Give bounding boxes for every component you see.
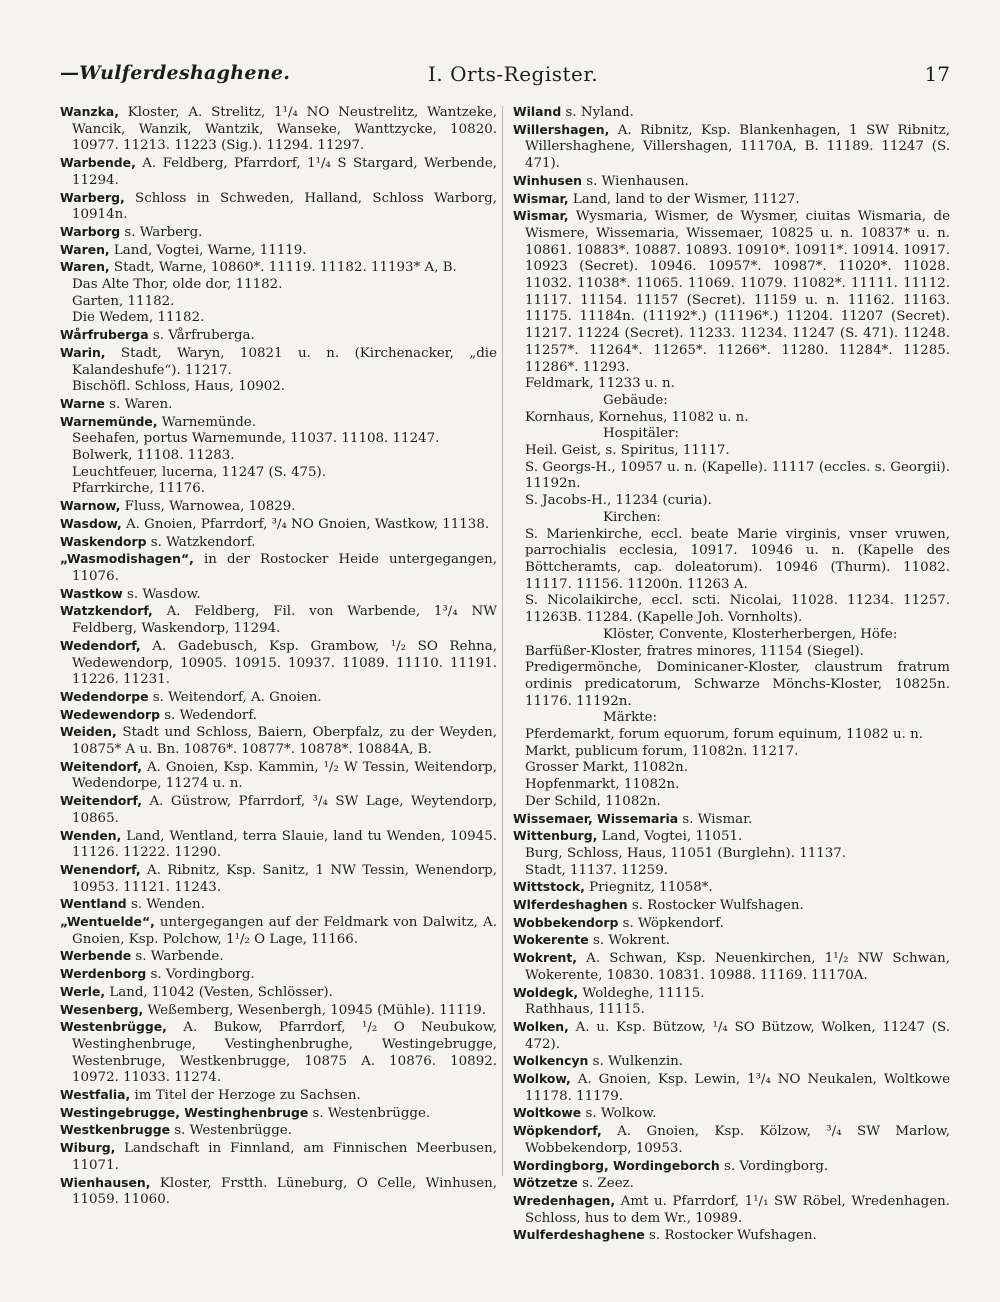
index-entry [513, 794, 950, 811]
index-entry [60, 224, 497, 242]
entry-text: Schloss in Schweden, Halland, Schloss Warborg, 10914n. [72, 190, 497, 223]
entry-text: Hopfenmarkt, 11082n. [525, 777, 680, 793]
entry-text: A. Gnoien, Ksp. Kölzow, ³/₄ SW Marlow, Wobbekendorp, 10953. [525, 1124, 950, 1156]
index-entry [60, 310, 497, 327]
entry-keyword: Wentland [60, 896, 127, 912]
index-entry [513, 122, 950, 173]
index-entry [60, 498, 497, 516]
index-entry [513, 1105, 950, 1123]
entry-text: S. Marienkirche, eccl. beate Marie virginis, vnser vruwen, parrochialis ecclesia, 10917. 10946 u. n. (Kapelle des Böttcheramts, cap. doleatorum). 10946 (Thurm). 11082. 11117. 11156. 11200n. 11263 A. [525, 526, 950, 592]
entry-text: Pferdemarkt, forum equorum, forum equinum, 11082 u. n. [525, 727, 924, 743]
index-entry [60, 534, 497, 552]
entry-text: S. Nicolaikirche, eccl. scti. Nicolai, 11028. 11234. 11257. 11263B. 11284. (Kapelle Joh. Vornholts). [525, 593, 950, 626]
entry-text: Burg, Schloss, Haus, 11051 (Burglehn). 11137. [525, 845, 847, 861]
entry-text: Kornhaus, Kornehus, 11082 u. n. [525, 409, 749, 425]
entry-text: s. Vordingborg. [719, 1158, 829, 1174]
entry-keyword: Wesenberg, [60, 1001, 144, 1017]
entry-text: Stadt, 11137. 11259. [525, 862, 668, 878]
entry-text: A. Schwan, Ksp. Neuenkirchen, 1¹/₂ NW Schwan, Wokerente, 10830. 10831. 10988. 11169. 11170A. [525, 951, 950, 983]
index-entry [60, 516, 497, 534]
index-entry [513, 1193, 950, 1227]
entry-text: in der Rostocker Heide untergegangen, 11076. [72, 552, 497, 584]
entry-text: A. Feldberg, Fil. von Warbende, 1³/₄ NW Feldberg, Waskendorp, 11294. [72, 604, 497, 637]
entry-keyword: Werle, [60, 983, 106, 999]
index-entry [513, 1019, 950, 1053]
entry-keyword: Wanzka, [60, 104, 119, 119]
index-entry [513, 593, 950, 626]
index-entry [60, 1122, 497, 1140]
entry-text: A. Gnoien, Ksp. Kammin, ¹/₂ W Tessin, Weitendorp, Wedendorpe, 11274 u. n. [72, 759, 497, 792]
entry-text: s. Weitendorf, A. Gnoien. [148, 689, 322, 705]
entry-text: s. Wismar. [678, 811, 753, 827]
entry-text: s. Wedendorf. [159, 707, 258, 723]
index-entry [513, 863, 950, 880]
entry-text: s. Zeez. [577, 1176, 634, 1192]
entry-text: s. Vårfruberga. [148, 328, 255, 344]
entry-text: Pfarrkirche, 11176. [72, 481, 205, 497]
index-entry [60, 379, 497, 396]
index-entry [513, 208, 950, 376]
index-entry [513, 1158, 950, 1176]
index-entry [60, 242, 497, 260]
index-entry [513, 1227, 950, 1245]
entry-text: Land, Vogtei, 11051. [597, 829, 743, 845]
running-head: —Wulferdeshaghene. [60, 62, 291, 84]
entry-text: s. Wokrent. [588, 933, 670, 949]
entry-text: s. Wolkow. [581, 1106, 657, 1122]
entry-keyword: Willershagen, [513, 121, 610, 137]
entry-keyword: Wöpkendorf, [513, 1123, 602, 1139]
entry-text: A. Gnoien, Ksp. Lewin, 1³/₄ NO Neukalen, Woltkowe 11178. 11179. [525, 1072, 950, 1104]
entry-keyword: Wittstock, [513, 879, 585, 895]
entry-text: Priegnitz, 11058*. [584, 880, 713, 896]
entry-keyword: Waren, [60, 241, 110, 257]
index-entry [60, 327, 497, 345]
index-entry [60, 1087, 497, 1105]
index-entry [60, 603, 497, 637]
entry-keyword: Wulferdeshaghene [513, 1227, 645, 1243]
entry-keyword: Wolkow, [513, 1071, 571, 1087]
entry-text: Das Alte Thor, olde dor, 11182. [72, 277, 283, 293]
entry-keyword: Waren, [60, 259, 110, 275]
index-entry [513, 644, 950, 661]
index-entry [513, 493, 950, 510]
entry-keyword: Wienhausen, [60, 1174, 151, 1190]
entry-text: Wysmaria, Wismer, de Wysmer, ciuitas Wismaria, de Wismere, Wissemaria, Wissemaer, 10825 u. n. 10837* u. n. 10861. 10883*. 10887. 10893. 10910*. 10911*. 10914. 10917. 10923 (Secret). 10946. 10957*. 10987*. 11020*. 11028. 11032. 11038*. 11065. 11069. 11079. 11082*. 11111. 11112. 11117. 11154. 11157 (Secret). 11159 u. n. 11162. 11163. 11175. 11184n. (11192*.) (11196*.) 11204. 11207 (Secret). 11217. 11224 (Secret). 11233. 11234. 11247 (S. 471). 11248. 11257*. 11264*. 11265*. 11266*. 11280. 11284*. 11285. 11286*. 11293. [525, 209, 950, 375]
entry-keyword: Weitendorf, [60, 758, 142, 774]
entry-keyword: Wötzetze [513, 1175, 578, 1191]
entry-text: A. Güstrow, Pfarrdorf, ³/₄ SW Lage, Weytendorp, 10865. [72, 794, 497, 826]
entry-keyword: Woltkowe [513, 1105, 582, 1121]
entry-keyword: „Wentuelde“, [60, 914, 155, 930]
entry-text: Die Wedem, 11182. [72, 310, 205, 326]
entry-text: Feldmark, 11233 u. n. [525, 376, 675, 392]
entry-keyword: Warnow, [60, 498, 121, 514]
index-entry [60, 724, 497, 758]
entry-text: s. Nyland. [561, 105, 634, 120]
entry-keyword: Wiland [513, 104, 562, 119]
entry-text: Amt u. Pfarrdorf, 1¹/₁ SW Röbel, Wredenhagen. Schloss, hus to dem Wr., 10989. [525, 1194, 950, 1226]
entry-keyword: Wredenhagen, [513, 1193, 616, 1208]
index-entry [513, 879, 950, 897]
index-entry [513, 744, 950, 761]
entry-text: Barfüßer-Kloster, fratres minores, 11154 (Siegel). [525, 643, 864, 659]
entry-keyword: Wismar, [513, 190, 569, 206]
entry-text: im Titel der Herzoge zu Sachsen. [130, 1088, 361, 1104]
entry-text: A. Feldberg, Pfarrdorf, 1¹/₄ S Stargard, Werbende, 11294. [72, 156, 497, 188]
entry-text: Rathhaus, 11115. [525, 1002, 645, 1018]
entry-keyword: Wittenburg, [513, 828, 598, 844]
entry-text: Stadt und Schloss, Baiern, Oberpfalz, zu der Weyden, 10875* A u. Bn. 10876*. 10877*. 10878*. 10884A, B. [72, 725, 497, 758]
section-heading [513, 393, 950, 410]
entry-keyword: Westingebrugge, Westinghenbruge [60, 1104, 309, 1120]
entry-text: Fluss, Warnowea, 10829. [120, 499, 296, 515]
entry-text: Garten, 11182. [72, 293, 175, 309]
index-entry [513, 527, 950, 594]
right-column [513, 104, 950, 1245]
index-entry [60, 1175, 497, 1209]
entry-text: Kloster, Frstth. Lüneburg, O Celle, Winhusen, 11059. 11060. [72, 1175, 497, 1208]
entry-keyword: Wedendorpe [60, 688, 149, 704]
index-entry [60, 259, 497, 277]
entry-keyword: Werdenborg [60, 966, 147, 982]
index-entry [513, 1071, 950, 1105]
entry-text: s. Westenbrügge. [308, 1105, 431, 1121]
entry-text: A. Ribnitz, Ksp. Blankenhagen, 1 SW Ribnitz, Willershaghene, Villershagen, 11170A, B. 11189. 11247 (S. 471). [525, 122, 950, 172]
entry-text: Bischöfl. Schloss, Haus, 10902. [72, 379, 286, 395]
entry-text: Stadt, Waryn, 10821 u. n. (Kirchenacker, „die Kalandeshufe“). 11217. [72, 345, 497, 378]
index-entry [513, 1002, 950, 1019]
entry-text: Kirchen: [603, 509, 661, 525]
entry-keyword: Wlferdeshaghen [513, 897, 628, 913]
index-entry [60, 396, 497, 414]
entry-keyword: Wokrent, [513, 950, 577, 966]
entry-keyword: Waskendorp [60, 533, 147, 549]
index-entry [60, 793, 497, 827]
entry-text: s. Wasdow. [122, 586, 201, 602]
entry-keyword: Westenbrügge, [60, 1019, 167, 1035]
entry-text: S. Georgs-H., 10957 u. n. (Kapelle). 11117 (eccles. s. Georgii). 11192n. [525, 459, 950, 492]
index-entry [60, 896, 497, 914]
index-entry [513, 915, 950, 933]
entry-text: Predigermönche, Dominicaner-Kloster, claustrum fratrum ordinis predicatorum, Schwarze Mönchs-Kloster, 10825n. 11176. 11192n. [525, 660, 950, 709]
section-heading [513, 710, 950, 727]
index-entry [60, 190, 497, 224]
entry-text: s. Rostocker Wulfshagen. [627, 898, 804, 914]
entry-keyword: Wastkow [60, 585, 123, 601]
entry-text: s. Warbende. [131, 949, 224, 965]
index-entry [513, 932, 950, 950]
index-entry [513, 846, 950, 863]
index-entry [60, 1002, 497, 1020]
entry-text: Kloster, A. Strelitz, 1¹/₄ NO Neustrelitz, Wantzeke, Wancik, Wanzik, Wantzik, Wanseke, Wanttzycke, 10820. 10977. 11213. 11223 (Sig.). 11294. 11297. [72, 105, 497, 154]
entry-text: A. Bukow, Pfarrdorf, ¹/₂ O Neubukow, Westinghenbruge, Vestinghenbrughe, Westingebrugge, Westenbruge, Westkenbrugge, 10875 A. 10876. 10892. 10972. 11033. 11274. [72, 1020, 497, 1086]
entry-text: Heil. Geist, s. Spiritus, 11117. [525, 443, 730, 459]
section-heading [513, 426, 950, 443]
index-entry [513, 727, 950, 744]
entry-text: A. Ribnitz, Ksp. Sanitz, 1 NW Tessin, Wenendorp, 10953. 11121. 11243. [72, 862, 497, 895]
entry-text: Gebäude: [603, 392, 668, 408]
entry-text: Landschaft in Finnland, am Finnischen Meerbusen, 11071. [72, 1141, 497, 1173]
index-entry [513, 985, 950, 1003]
entry-keyword: Winhusen [513, 172, 582, 188]
entry-text: Weßemberg, Wesenbergh, 10945 (Mühle). 11119. [143, 1002, 487, 1018]
entry-keyword: Wobbekendorp [513, 914, 619, 930]
entry-text: Der Schild, 11082n. [525, 793, 661, 809]
entry-text: s. Vordingborg. [146, 967, 255, 983]
entry-keyword: Warbende, [60, 155, 136, 171]
entry-text: s. Westenbrügge. [170, 1123, 292, 1139]
register-title: I. Orts-Register. [428, 62, 599, 86]
entry-text: s. Watzkendorf. [146, 534, 256, 550]
index-entry [60, 828, 497, 862]
index-entry [60, 481, 497, 498]
entry-keyword: Wenden, [60, 827, 122, 843]
index-entry [513, 104, 950, 122]
entry-text: Bolwerk, 11108. 11283. [72, 448, 235, 464]
index-entry [60, 294, 497, 311]
entry-text: untergegangen auf der Feldmark von Dalwitz, A. Gnoien, Ksp. Polchow, 1¹/₂ O Lage, 11166. [72, 915, 497, 947]
index-entry [60, 984, 497, 1002]
entry-text: Seehafen, portus Warnemunde, 11037. 11108. 11247. [72, 431, 440, 447]
entry-text: Land, Wentland, terra Slauie, land tu Wenden, 10945. 11126. 11222. 11290. [72, 828, 497, 861]
entry-text: A. Gnoien, Pfarrdorf, ³/₄ NO Gnoien, Wastkow, 11138. [121, 516, 490, 532]
index-entry [513, 173, 950, 191]
index-entry [513, 811, 950, 829]
index-entry [60, 551, 497, 585]
index-entry [60, 431, 497, 448]
entry-keyword: Westkenbrugge [60, 1122, 171, 1138]
page-number: 17 [924, 62, 950, 86]
index-entry [60, 914, 497, 948]
index-entry [60, 1140, 497, 1174]
entry-text: s. Rostocker Wufshagen. [644, 1228, 817, 1244]
entry-text: s. Wulkenzin. [588, 1054, 684, 1070]
entry-keyword: Warborg [60, 223, 121, 239]
index-entry [513, 191, 950, 209]
entry-keyword: Westfalia, [60, 1087, 131, 1103]
entry-keyword: Woldegk, [513, 984, 579, 1000]
entry-text: Warnemünde. [157, 414, 256, 430]
entry-keyword: Watzkendorf, [60, 603, 153, 619]
entry-keyword: Wolken, [513, 1018, 569, 1034]
entry-text: s. Warberg. [120, 224, 203, 240]
entry-keyword: Wissemaer, Wissemaria [513, 810, 679, 826]
entry-keyword: Wismar, [513, 208, 569, 224]
index-entry [60, 414, 497, 432]
entry-text: Land, 11042 (Vesten, Schlösser). [105, 984, 333, 1000]
entry-keyword: Warnemünde, [60, 413, 158, 429]
index-entry [513, 443, 950, 460]
entry-text: Märkte: [603, 710, 658, 726]
index-entry [513, 1123, 950, 1157]
entry-text: s. Waren. [104, 396, 173, 412]
index-entry [60, 448, 497, 465]
entry-text: Leuchtfeuer, lucerna, 11247 (S. 475). [72, 464, 326, 480]
entry-text: s. Wienhausen. [581, 173, 689, 189]
index-entry [60, 465, 497, 482]
entry-keyword: Wedendorf, [60, 637, 141, 653]
entry-keyword: Wokerente [513, 932, 589, 948]
index-entry [513, 950, 950, 984]
index-entry [513, 410, 950, 427]
entry-text: Woldeghe, 11115. [578, 985, 705, 1001]
entry-text: A. u. Ksp. Bützow, ¹/₄ SO Bützow, Wolken, 11247 (S. 472). [525, 1019, 950, 1052]
entry-text: Markt, publicum forum, 11082n. 11217. [525, 743, 799, 759]
entry-text: Grosser Markt, 11082n. [525, 760, 689, 776]
entry-keyword: Wårfruberga [60, 327, 149, 343]
index-entry [513, 828, 950, 846]
entry-text: Hospitäler: [603, 426, 679, 442]
index-entry [60, 277, 497, 294]
index-entry [60, 1019, 497, 1087]
entry-text: Land, land to der Wismer, 11127. [568, 191, 800, 207]
index-entry [60, 155, 497, 189]
entry-text: S. Jacobs-H., 11234 (curia). [525, 493, 712, 509]
index-entry [513, 660, 950, 710]
index-entry [513, 760, 950, 777]
index-entry [513, 1175, 950, 1193]
entry-keyword: Weiden, [60, 724, 117, 740]
entry-keyword: Wenendorf, [60, 861, 141, 877]
entry-text: Stadt, Warne, 10860*. 11119. 11182. 11193* A, B. [109, 260, 457, 276]
index-entry [60, 689, 497, 707]
index-entry [513, 1053, 950, 1071]
entry-text: A. Gadebusch, Ksp. Grambow, ¹/₂ SO Rehna, Wedewendorp, 10905. 10915. 10937. 11089. 11110. 11191. 11226. 11231. [72, 638, 497, 688]
index-entry [60, 948, 497, 966]
entry-keyword: Warin, [60, 344, 106, 360]
entry-keyword: Warberg, [60, 189, 125, 205]
entry-text: s. Wenden. [126, 897, 205, 913]
entry-keyword: Warne [60, 395, 105, 411]
entry-keyword: „Wasmodishagen“, [60, 551, 194, 567]
entry-keyword: Werbende [60, 948, 132, 964]
index-entry [60, 707, 497, 725]
page-header [60, 62, 950, 96]
index-entry [513, 897, 950, 915]
index-entry [513, 376, 950, 393]
entry-keyword: Wolkencyn [513, 1053, 589, 1069]
index-entry [513, 460, 950, 493]
left-column [60, 104, 497, 1209]
entry-keyword: Wordingborg, Wordingeborch [513, 1157, 720, 1173]
entry-keyword: Wasdow, [60, 515, 122, 531]
entry-keyword: Wedewendorp [60, 706, 160, 722]
index-entry [60, 1105, 497, 1123]
entry-text: s. Wöpkendorf. [618, 915, 724, 931]
index-entry [60, 345, 497, 379]
index-entry [60, 966, 497, 984]
index-entry [60, 586, 497, 604]
column-divider [502, 106, 503, 1176]
index-entry [513, 777, 950, 794]
section-heading [513, 510, 950, 527]
index-entry [60, 638, 497, 689]
entry-text: Land, Vogtei, Warne, 11119. [109, 242, 307, 258]
section-heading [513, 627, 950, 644]
index-entry [60, 104, 497, 155]
entry-keyword: Wiburg, [60, 1140, 116, 1156]
entry-text: Klöster, Convente, Klosterherbergen, Höfe: [603, 626, 898, 642]
index-entry [60, 759, 497, 793]
index-entry [60, 862, 497, 896]
entry-keyword: Weitendorf, [60, 793, 142, 809]
